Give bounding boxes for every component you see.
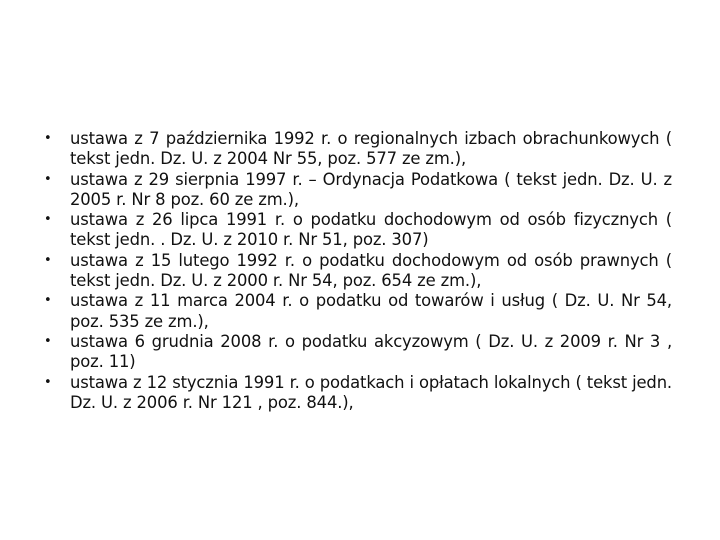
list-item <box>44 291 672 332</box>
bullet-icon: • <box>44 131 52 146</box>
list-item-text: ustawa 6 grudnia 2008 r. o podatku akcyzowym ( Dz. U. z 2009 r. Nr 3 , poz. 11) <box>70 331 672 372</box>
list-item-text: ustawa z 26 lipca 1991 r. o podatku dochodowym od osób fizycznych ( tekst jedn. . Dz. U. z 2010 r. Nr 51, poz. 307) <box>70 210 672 250</box>
bullet-icon: • <box>44 212 52 228</box>
bullet-icon: • <box>44 293 52 309</box>
legal-acts-list <box>44 129 672 413</box>
list-item-text: ustawa z 11 marca 2004 r. o podatku od towarów i usług ( Dz. U. Nr 54, poz. 535 ze zm.), <box>70 291 672 331</box>
list-item <box>44 251 672 292</box>
list-item <box>44 373 672 414</box>
bullet-icon: • <box>44 252 52 268</box>
bullet-icon: • <box>44 374 52 390</box>
bullet-icon: • <box>44 333 52 349</box>
list-item <box>44 210 672 251</box>
list-item <box>44 332 672 373</box>
list-item-text: ustawa z 12 stycznia 1991 r. o podatkach i opłatach lokalnych ( tekst jedn. Dz. U. z 2006 r. Nr 121 , poz. 844.), <box>70 372 672 412</box>
list-item-text: ustawa z 15 lutego 1992 r. o podatku dochodowym od osób prawnych ( tekst jedn. Dz. U. z 2000 r. Nr 54, poz. 654 ze zm.), <box>70 250 672 291</box>
list-item <box>44 129 672 170</box>
list-item-text: ustawa z 7 października 1992 r. o regionalnych izbach obrachunkowych ( tekst jedn. Dz. U. z 2004 Nr 55, poz. 577 ze zm.), <box>70 129 672 169</box>
list-item-text: ustawa z 29 sierpnia 1997 r. – Ordynacja Podatkowa ( tekst jedn. Dz. U. z 2005 r. Nr 8 poz. 60 ze zm.), <box>70 169 672 209</box>
bullet-icon: • <box>44 171 52 187</box>
list-item <box>44 170 672 211</box>
